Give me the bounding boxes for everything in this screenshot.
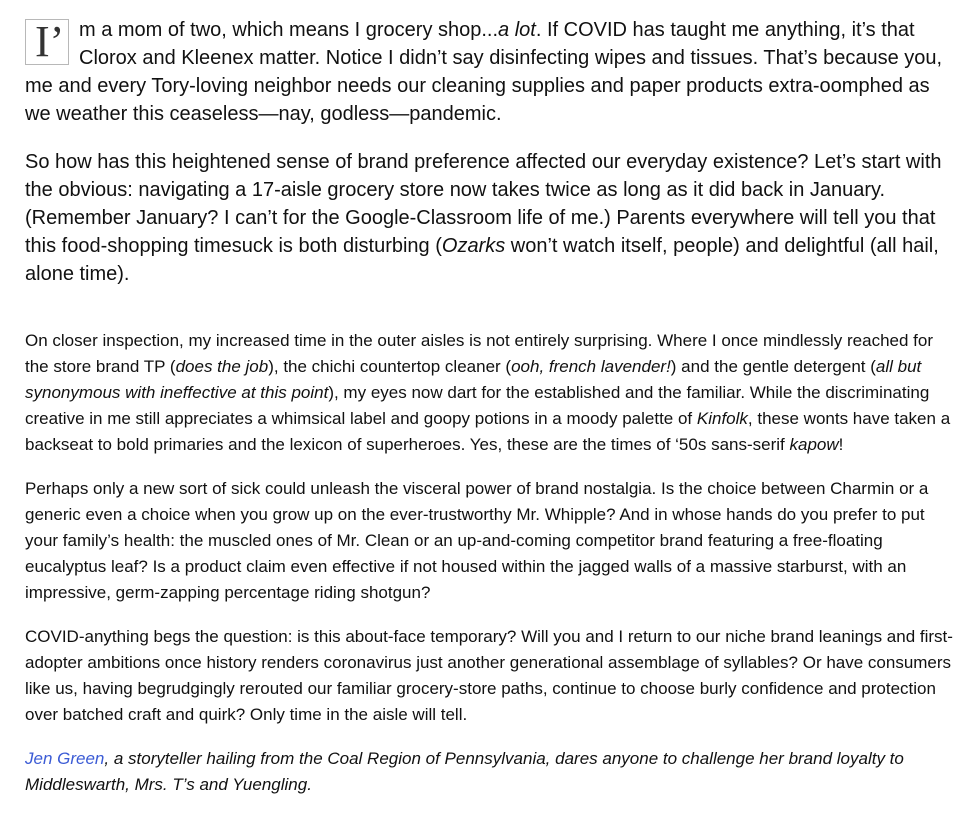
author-link[interactable]: Jen Green (25, 749, 105, 768)
italic-phrase: Kinfolk (696, 409, 748, 428)
text-run: ), my eyes now dart for the established and the familiar. While the discriminating creative in me still appreciates a whimsical label and goopy potions in a moody palette of (25, 383, 930, 428)
body-section (25, 328, 960, 728)
text-run: won’t watch itself, people) and delightful (all hail, alone time). (25, 235, 939, 285)
text-run: Perhaps only a new sort of sick could unleash the visceral power of brand nostalgia. Is the choice between Charmin or a generic even a choice when you grow up on the ever-trustworthy Mr. Whipple? And in whose hands do you prefer to put your family’s health: the muscled ones of Mr. Clean or an up-and-coming competitor brand featuring a free-floating eucalyptus leaf? Is a product claim even effective if not housed within the jagged walls of a massive starburst, with an impressive, germ-zapping percentage riding shotgun? (25, 479, 929, 602)
drop-cap: I’ (25, 19, 69, 65)
body-paragraph-3 (25, 624, 960, 728)
text-run: . If COVID has taught me anything, it’s that Clorox and Kleenex matter. Notice I didn’t say disinfecting wipes and tissues. That’s because you, me and every Tory-loving neighbor needs our cleaning supplies and paper products extra-oomphed as we weather this ceaseless—nay, godless—pandemic. (25, 19, 943, 125)
text-run: ) and the gentle detergent ( (670, 357, 876, 376)
byline-text: , a storyteller hailing from the Coal Region of Pennsylvania, dares anyone to challenge her brand loyalty to Middleswarth, Mrs. T’s and Yuengling. (25, 749, 904, 794)
article (25, 16, 960, 815)
text-run: So how has this heightened sense of brand preference affected our everyday existence? Let’s start with the obvious: navigating a 17-aisle grocery store now takes twice as long as it did back in January. (Remember January? I can’t for the Google-Classroom life of me.) Parents everywhere will tell you that this food-shopping timesuck is both disturbing ( (25, 151, 942, 257)
italic-phrase: Ozarks (441, 235, 506, 257)
intro-paragraph-1 (25, 16, 960, 128)
text-run: m a mom of two, which means I grocery shop... (79, 19, 499, 41)
body-paragraph-2 (25, 476, 960, 606)
text-run: COVID-anything begs the question: is this about-face temporary? Will you and I return to our niche brand leanings and first-adopter ambitions once history renders coronavirus just another generational assemblage of syllables? Or have consumers like us, having begrudgingly rerouted our familiar grocery-store paths, continue to choose burly confidence and protection over batched craft and quirk? Only time in the aisle will tell. (25, 627, 953, 724)
text-run: On closer inspection, my increased time in the outer aisles is not entirely surprising. Where I once mindlessly reached for the store brand TP ( (25, 331, 934, 376)
text-run: ! (838, 435, 844, 454)
italic-phrase: ooh, french lavender! (511, 357, 671, 376)
body-paragraph-1 (25, 328, 960, 458)
intro-paragraph-2 (25, 148, 960, 288)
text-run: ), the chichi countertop cleaner ( (268, 357, 512, 376)
italic-phrase: kapow (789, 435, 839, 454)
author-byline (25, 746, 960, 798)
text-run: , these wonts have taken a backseat to bold primaries and the lexicon of superheroes. Yes, these are the times of ‘50s sans-serif (25, 409, 951, 454)
italic-phrase: all but synonymous with ineffective at this point (25, 357, 922, 402)
italic-phrase: does the job (175, 357, 269, 376)
italic-phrase: a lot (498, 19, 536, 41)
intro-section (25, 16, 960, 288)
